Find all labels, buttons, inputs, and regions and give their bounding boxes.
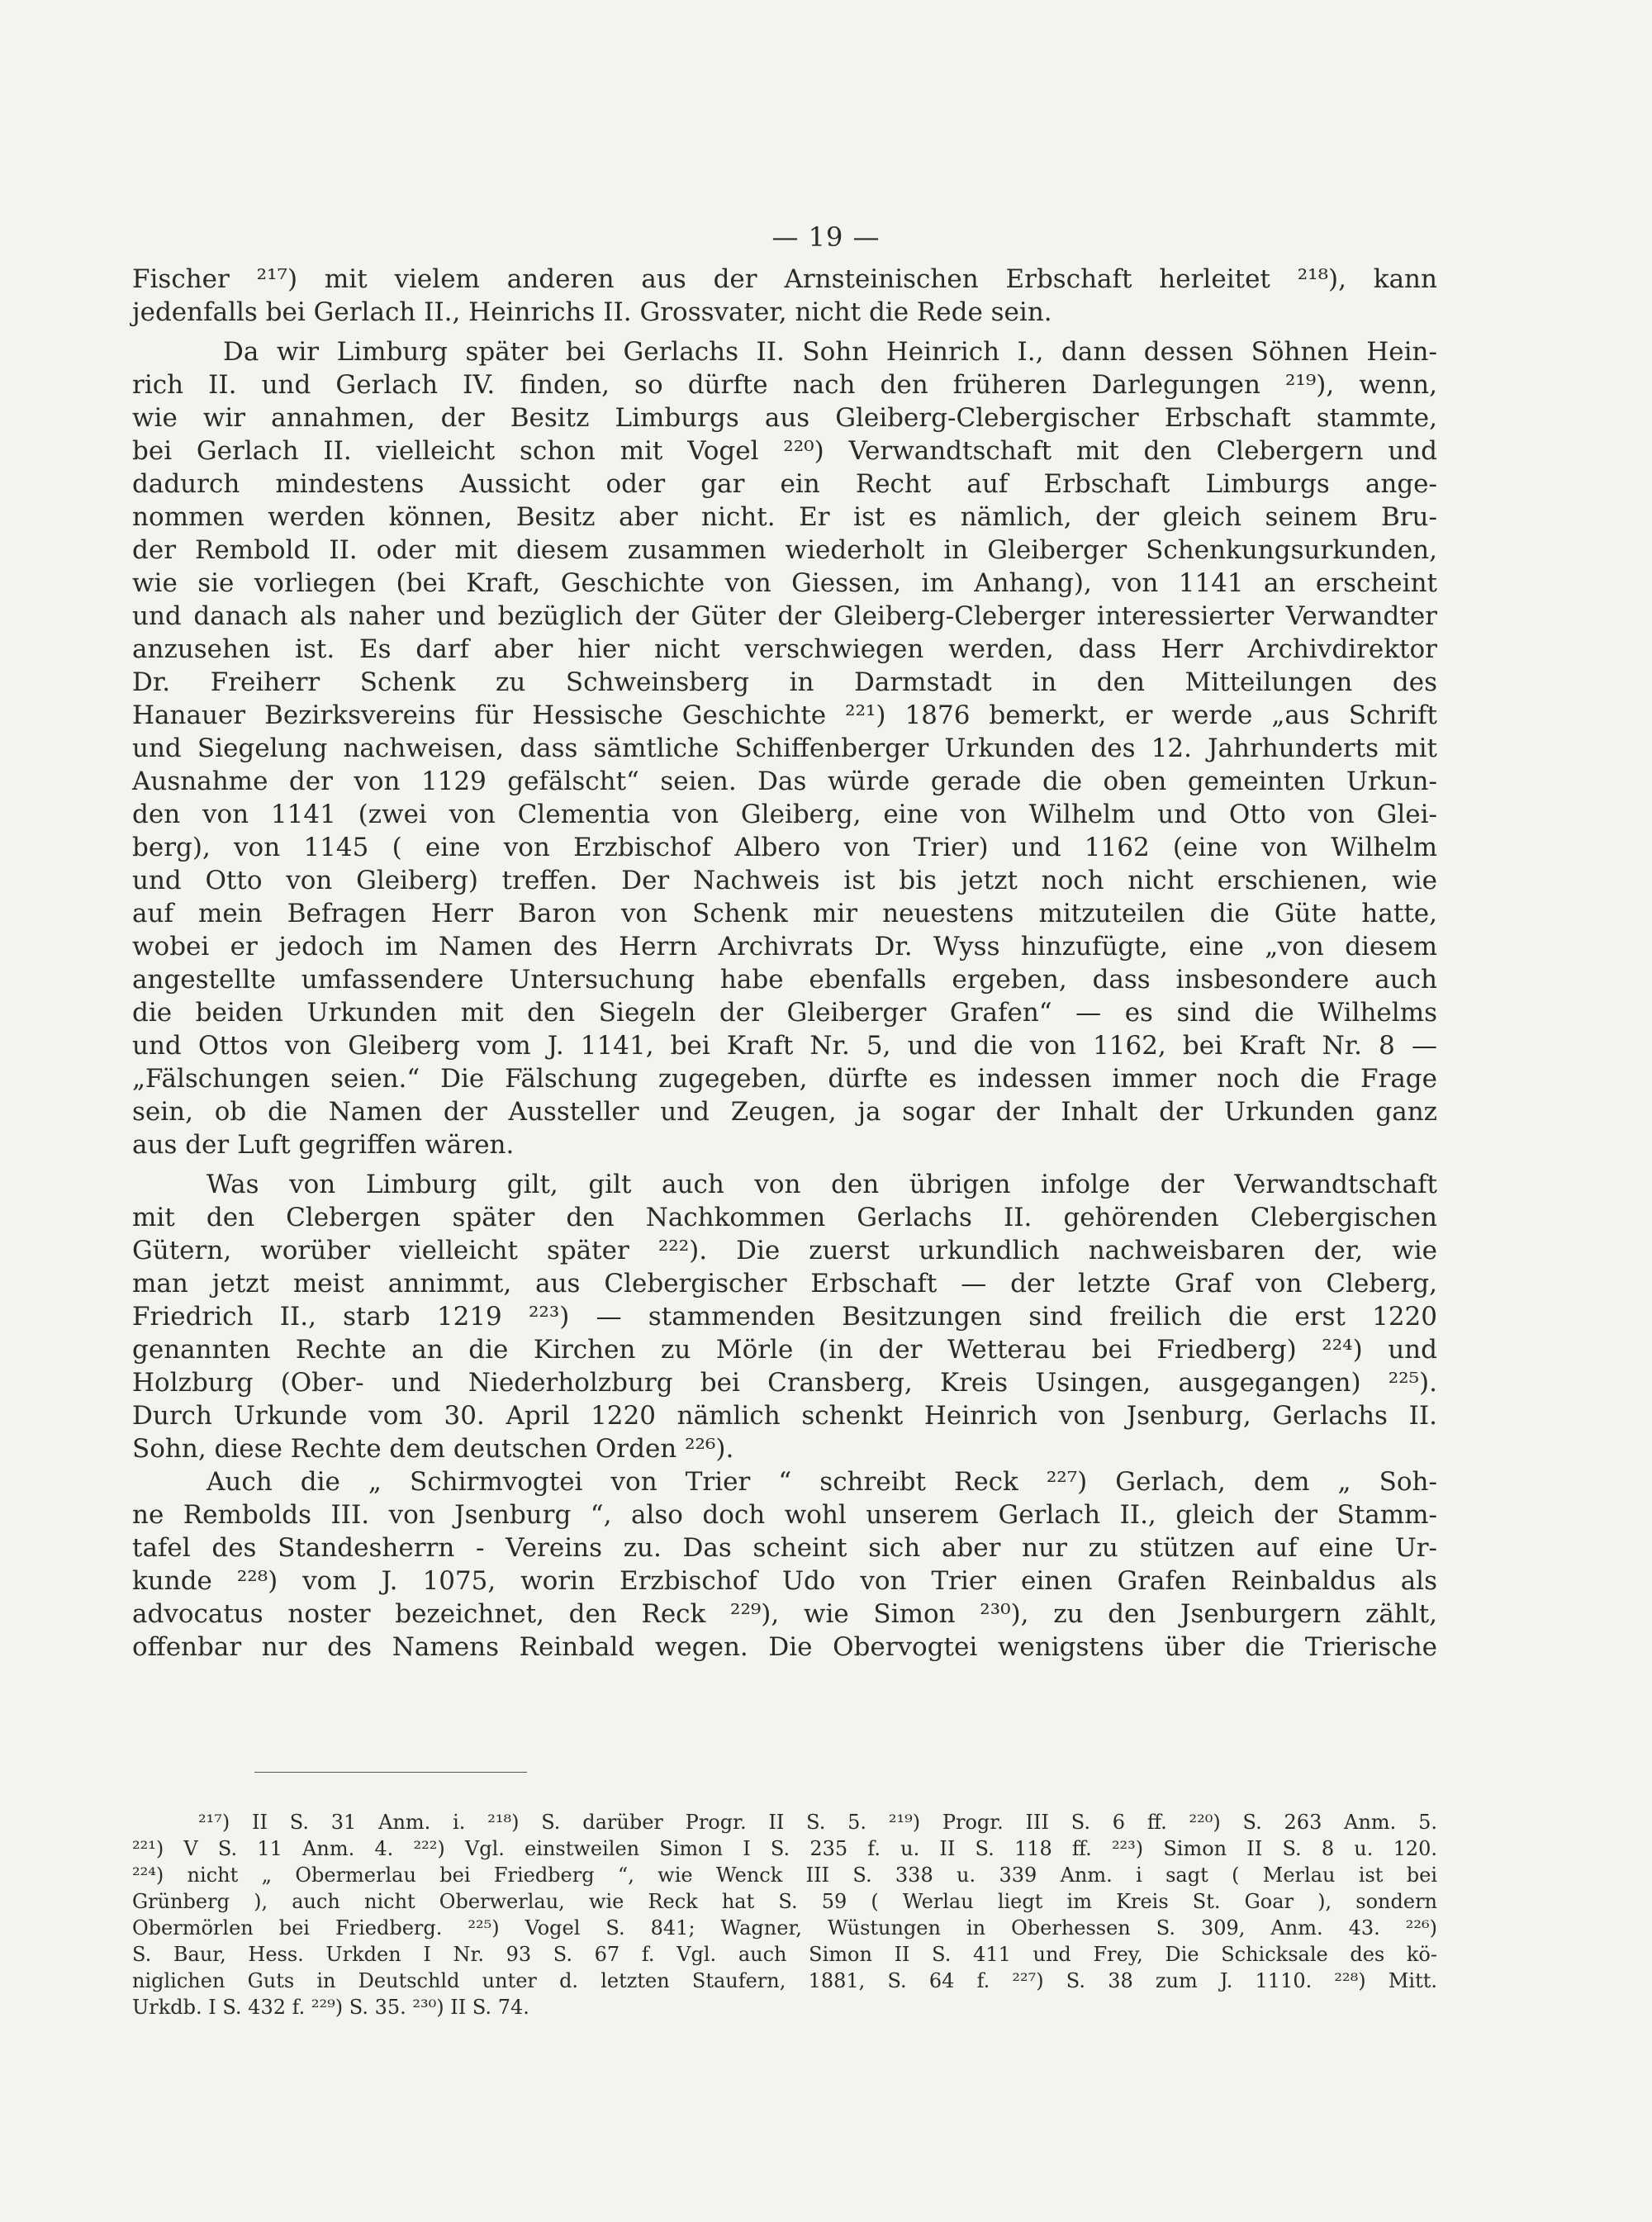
footnote-line: ²²⁴) nicht „ Obermerlau bei Friedberg “, wie Wenck III S. 338 u. 339 Anm. i sagt ( Merlau ist bei — [132, 1864, 1437, 1887]
footnote-divider — [254, 1772, 527, 1773]
text-line: und Ottos von Gleiberg vom J. 1141, bei Kraft Nr. 5, und die von 1162, bei Kraft Nr. 8 — — [132, 1031, 1437, 1061]
text-line: jedenfalls bei Gerlach II., Heinrichs II. Grossvater, nicht die Rede sein. — [132, 297, 1052, 327]
text-line: angestellte umfassendere Untersuchung habe ebenfalls ergeben, dass insbesondere auch — [132, 965, 1437, 995]
text-line: und Otto von Gleiberg) treffen. Der Nachweis ist bis jetzt noch nicht erschienen, wie — [132, 866, 1437, 895]
footnote-line: ²¹⁷) II S. 31 Anm. i. ²¹⁸) S. darüber Progr. II S. 5. ²¹⁹) Progr. III S. 6 ff. ²²⁰) S. 263 Anm. 5. — [198, 1811, 1437, 1834]
text-line: „Fälschungen seien.“ Die Fälschung zugegeben, dürfte es indessen immer noch die Frage — [132, 1064, 1437, 1094]
footnote-line: Grünberg ), auch nicht Oberwerlau, wie Reck hat S. 59 ( Werlau liegt im Kreis St. Goar ), sondern — [132, 1890, 1437, 1913]
text-line: mit den Clebergen später den Nachkommen Gerlachs II. gehörenden Clebergischen — [132, 1203, 1437, 1232]
text-line: advocatus noster bezeichnet, den Reck ²²⁹), wie Simon ²³⁰), zu den Jsenburgern zählt, — [132, 1599, 1437, 1629]
text-line: aus der Luft gegriffen wären. — [132, 1130, 515, 1160]
text-line: Friedrich II., starb 1219 ²²³) — stammenden Besitzungen sind freilich die erst 1220 — [132, 1302, 1437, 1332]
page-number: — 19 — — [771, 221, 881, 253]
text-line: die beiden Urkunden mit den Siegeln der Gleiberger Grafen“ — es sind die Wilhelms — [132, 998, 1437, 1028]
text-line: genannten Rechte an die Kirchen zu Mörle (in der Wetterau bei Friedberg) ²²⁴) und — [132, 1335, 1437, 1365]
footnotes — [132, 1809, 1437, 2020]
text-line: Durch Urkunde vom 30. April 1220 nämlich schenkt Heinrich von Jsenburg, Gerlachs II. — [132, 1401, 1437, 1431]
footnote-line: ²²¹) V S. 11 Anm. 4. ²²²) Vgl. einstweilen Simon I S. 235 f. u. II S. 118 ff. ²²³) Simon II S. 8 u. 120. — [132, 1837, 1437, 1860]
text-line: berg), von 1145 ( eine von Erzbischof Albero von Trier) und 1162 (eine von Wilhelm — [132, 833, 1437, 862]
text-line: wobei er jedoch im Namen des Herrn Archivrats Dr. Wyss hinzufügte, eine „von diesem — [132, 932, 1437, 961]
text-line: auf mein Befragen Herr Baron von Schenk mir neuestens mitzuteilen die Güte hatte, — [132, 899, 1437, 928]
footnote-line: Urkdb. I S. 432 f. ²²⁹) S. 35. ²³⁰) II S. 74. — [132, 1996, 529, 2019]
text-line: Sohn, diese Rechte dem deutschen Orden ²²⁶). — [132, 1434, 734, 1464]
footnote-line: Obermörlen bei Friedberg. ²²⁵) Vogel S. 841; Wagner, Wüstungen in Oberhessen S. 309, Anm. 43. ²²⁶) — [132, 1916, 1437, 1940]
text-line: nommen werden können, Besitz aber nicht. Er ist es nämlich, der gleich seinem Bru- — [132, 502, 1437, 532]
text-line: wie sie vorliegen (bei Kraft, Geschichte von Giessen, im Anhang), von 1141 an erscheint — [132, 568, 1437, 598]
text-line: Fischer ²¹⁷) mit vielem anderen aus der Arnsteinischen Erbschaft herleitet ²¹⁸), kann — [132, 264, 1437, 294]
text-line: und Siegelung nachweisen, dass sämtliche Schiffenberger Urkunden des 12. Jahrhunderts mit — [132, 734, 1437, 763]
text-line: anzusehen ist. Es darf aber hier nicht verschwiegen werden, dass Herr Archivdirektor — [132, 634, 1437, 664]
text-line: Gütern, worüber vielleicht später ²²²). Die zuerst urkundlich nachweisbaren der, wie — [132, 1236, 1437, 1265]
text-line: rich II. und Gerlach IV. finden, so dürfte nach den früheren Darlegungen ²¹⁹), wenn, — [132, 370, 1437, 400]
text-line: Holzburg (Ober- und Niederholzburg bei Cransberg, Kreis Usingen, ausgegangen) ²²⁵). — [132, 1368, 1437, 1398]
text-line: der Rembold II. oder mit diesem zusammen wiederholt in Gleiberger Schenkungsurkunden, — [132, 535, 1437, 565]
text-line: bei Gerlach II. vielleicht schon mit Vogel ²²⁰) Verwandtschaft mit den Clebergern und — [132, 436, 1437, 466]
text-line: Dr. Freiherr Schenk zu Schweinsberg in Darmstadt in den Mitteilungen des — [132, 667, 1437, 697]
footnote-line: S. Baur, Hess. Urkden I Nr. 93 S. 67 f. Vgl. auch Simon II S. 411 und Frey, Die Schicksale des kö- — [132, 1943, 1437, 1966]
text-line: und danach als naher und bezüglich der Güter der Gleiberg-Cleberger interessierter Verwandter — [132, 601, 1437, 631]
text-line: kunde ²²⁸) vom J. 1075, worin Erzbischof Udo von Trier einen Grafen Reinbaldus als — [132, 1566, 1437, 1596]
text-line: Ausnahme der von 1129 gefälscht“ seien. Das würde gerade die oben gemeinten Urkun- — [132, 767, 1437, 796]
text-line: Da wir Limburg später bei Gerlachs II. Sohn Heinrich I., dann dessen Söhnen Hein- — [223, 337, 1437, 367]
text-line: Was von Limburg gilt, gilt auch von den übrigen infolge der Verwandtschaft — [206, 1170, 1437, 1199]
main-text — [132, 263, 1437, 1664]
text-line: Hanauer Bezirksvereins für Hessische Geschichte ²²¹) 1876 bemerkt, er werde „aus Schrift — [132, 700, 1437, 730]
text-line: wie wir annahmen, der Besitz Limburgs aus Gleiberg-Clebergischer Erbschaft stammte, — [132, 403, 1437, 433]
text-line: Auch die „ Schirmvogtei von Trier “ schreibt Reck ²²⁷) Gerlach, dem „ Soh- — [206, 1467, 1437, 1497]
footnote-line: niglichen Guts in Deutschld unter d. letzten Staufern, 1881, S. 64 f. ²²⁷) S. 38 zum J. 1110. ²²⁸) Mitt. — [132, 1969, 1437, 1992]
text-line: den von 1141 (zwei von Clementia von Gleiberg, eine von Wilhelm und Otto von Glei- — [132, 800, 1437, 829]
text-line: man jetzt meist annimmt, aus Clebergischer Erbschaft — der letzte Graf von Cleberg, — [132, 1269, 1437, 1299]
text-line: sein, ob die Namen der Aussteller und Zeugen, ja sogar der Inhalt der Urkunden ganz — [132, 1097, 1437, 1127]
text-line: tafel des Standesherrn - Vereins zu. Das scheint sich aber nur zu stützen auf eine Ur- — [132, 1533, 1437, 1563]
text-line: dadurch mindestens Aussicht oder gar ein Recht auf Erbschaft Limburgs ange- — [132, 469, 1437, 499]
text-line: ne Rembolds III. von Jsenburg “, also doch wohl unserem Gerlach II., gleich der Stamm- — [132, 1500, 1437, 1530]
text-line: offenbar nur des Namens Reinbald wegen. Die Obervogtei wenigstens über die Trierische — [132, 1632, 1437, 1662]
